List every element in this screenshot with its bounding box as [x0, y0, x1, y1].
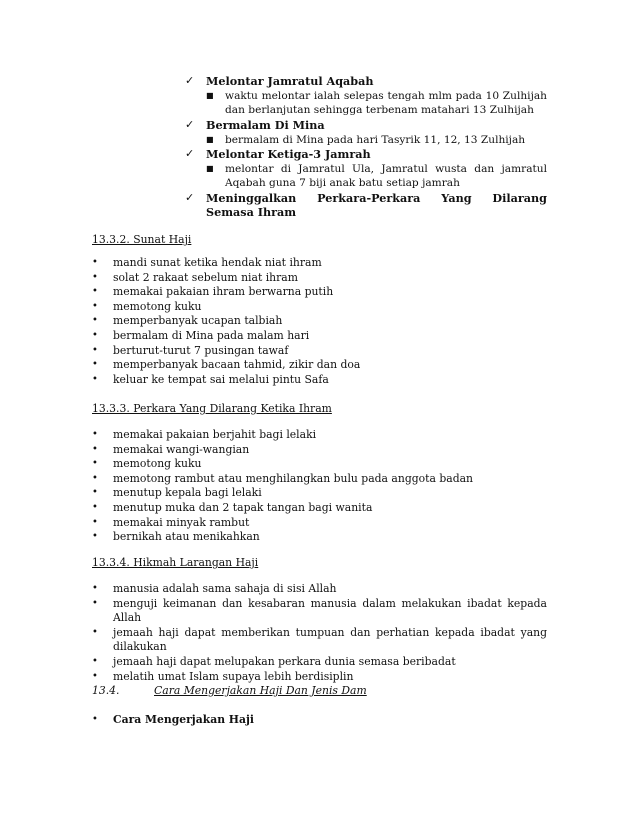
checklist-item — [185, 118, 547, 132]
list-item-text: memotong kuku — [113, 457, 202, 471]
bullet-icon: • — [92, 373, 98, 385]
bullet-list — [92, 256, 547, 387]
list-item-text: memakai wangi-wangian — [113, 442, 250, 456]
list-item-text: memakai pakaian berjahit bagi lelaki — [113, 428, 317, 441]
list-item-text: manusia adalah sama sahaja di sisi Allah — [113, 582, 337, 595]
list-item-text: bermalam di Mina pada malam hari — [113, 328, 310, 342]
list-item — [92, 314, 547, 329]
bullet-list — [92, 713, 547, 728]
list-item — [92, 271, 547, 286]
checklist-subitem-text: bermalam di Mina pada hari Tasyrik 11, 12, 13 Zulhijah — [225, 134, 526, 146]
list-item-text: mandi sunat ketika hendak niat ihram — [113, 256, 322, 269]
bullet-icon: • — [92, 329, 98, 341]
square-bullet-icon: ■ — [206, 135, 214, 144]
list-item-text: memakai pakaian ihram berwarna putih — [113, 285, 334, 299]
list-item-text: jemaah haji dapat memberikan tumpuan dan perhatian kepada ibadat yang dilakukan — [113, 625, 547, 654]
list-item-text: memotong rambut atau menghilangkan bulu pada anggota badan — [113, 471, 473, 485]
list-item-text: menutup muka dan 2 tapak tangan bagi wanita — [113, 500, 373, 514]
checklist-item — [185, 147, 547, 161]
list-item — [92, 373, 547, 388]
bullet-icon: • — [92, 271, 98, 283]
section-number: 13.4. — [92, 684, 120, 697]
square-bullet-icon: ■ — [206, 91, 214, 100]
list-item — [92, 486, 547, 501]
square-bullet-icon: ■ — [206, 164, 214, 173]
checklist-subitem-text: melontar di Jamratul Ula, Jamratul wusta dan jamratul Aqabah guna 7 biji anak batu setiap jamrah — [225, 163, 547, 189]
bullet-icon: • — [92, 655, 98, 667]
list-item — [92, 285, 547, 300]
list-item — [92, 443, 547, 458]
checklist-title: Meninggalkan Perkara-Perkara Yang Dilarang Semasa Ihram — [206, 191, 547, 219]
list-item-text: memotong kuku — [113, 299, 202, 313]
list-item — [92, 256, 547, 271]
bullet-icon: • — [92, 429, 98, 440]
bullet-icon: • — [92, 286, 98, 298]
checklist-item — [185, 74, 547, 88]
bullet-icon: • — [92, 458, 98, 470]
list-item-text: bernikah atau menikahkan — [113, 530, 260, 544]
bullet-icon: • — [92, 257, 98, 268]
bullet-icon: • — [92, 626, 98, 638]
checklist-subitem — [206, 162, 547, 190]
section-heading-13-4 — [92, 684, 367, 698]
list-item-text: memperbanyak ucapan talbiah — [113, 314, 283, 328]
list-item-text: memakai minyak rambut — [113, 515, 250, 529]
checklist-subitem — [206, 89, 547, 117]
list-item-text: jemaah haji dapat melupakan perkara dunia semasa beribadat — [113, 654, 456, 668]
list-item-text: Cara Mengerjakan Haji — [113, 713, 255, 726]
bullet-icon: • — [92, 344, 98, 356]
list-item — [92, 428, 547, 443]
bullet-icon: • — [92, 501, 98, 513]
bullet-icon: • — [92, 300, 98, 312]
list-item-text: melatih umat Islam supaya lebih berdisiplin — [113, 669, 354, 683]
list-item-text: keluar ke tempat sai melalui pintu Safa — [113, 372, 329, 386]
list-item — [92, 472, 547, 487]
checklist-title: Bermalam Di Mina — [206, 118, 325, 132]
list-item — [92, 582, 547, 597]
section-title: Cara Mengerjakan Haji Dan Jenis Dam — [154, 684, 367, 697]
bullet-icon: • — [92, 359, 98, 371]
bullet-icon: • — [92, 315, 98, 327]
bullet-icon: • — [92, 516, 98, 528]
checklist-item — [185, 191, 547, 219]
list-item — [92, 501, 547, 516]
list-item-text: menutup kepala bagi lelaki — [113, 486, 262, 500]
bullet-list — [92, 428, 547, 545]
list-item — [92, 516, 547, 531]
bullet-list — [92, 582, 547, 684]
section-heading: 13.3.3. Perkara Yang Dilarang Ketika Ihram — [92, 402, 332, 415]
checkmark-icon: ✓ — [185, 191, 195, 204]
bullet-icon: • — [92, 472, 98, 484]
list-item — [92, 597, 547, 626]
list-item — [92, 655, 547, 670]
bullet-icon: • — [92, 714, 98, 725]
list-item-text: memperbanyak bacaan tahmid, zikir dan doa — [113, 358, 361, 372]
checklist-subitem-text: waktu melontar ialah selepas tengah mlm pada 10 Zulhijah dan berlanjutan sehingga terbenam matahari 13 Zulhijah — [225, 90, 547, 116]
list-item — [92, 670, 547, 685]
bullet-icon: • — [92, 597, 98, 609]
checkmark-icon: ✓ — [185, 118, 195, 131]
list-item — [92, 300, 547, 315]
bullet-icon: • — [92, 443, 98, 455]
list-item-text: berturut-turut 7 pusingan tawaf — [113, 343, 289, 357]
section-heading: 13.3.4. Hikmah Larangan Haji — [92, 556, 259, 569]
list-item — [92, 344, 547, 359]
list-item — [92, 329, 547, 344]
bullet-icon: • — [92, 583, 98, 594]
list-item-text: menguji keimanan dan kesabaran manusia dalam melakukan ibadat kepada Allah — [113, 596, 547, 625]
list-item — [92, 713, 547, 728]
list-item — [92, 457, 547, 472]
checklist-title: Melontar Ketiga-3 Jamrah — [206, 147, 371, 161]
checklist-title: Melontar Jamratul Aqabah — [206, 74, 374, 88]
section-heading: 13.3.2. Sunat Haji — [92, 233, 192, 246]
checkmark-icon: ✓ — [185, 147, 195, 160]
checklist-subitem — [206, 133, 547, 147]
bullet-icon: • — [92, 487, 98, 499]
bullet-icon: • — [92, 670, 98, 682]
list-item — [92, 530, 547, 545]
checkmark-icon: ✓ — [185, 74, 195, 87]
list-item — [92, 626, 547, 655]
list-item-text: solat 2 rakaat sebelum niat ihram — [113, 270, 298, 284]
bullet-icon: • — [92, 531, 98, 543]
list-item — [92, 358, 547, 373]
